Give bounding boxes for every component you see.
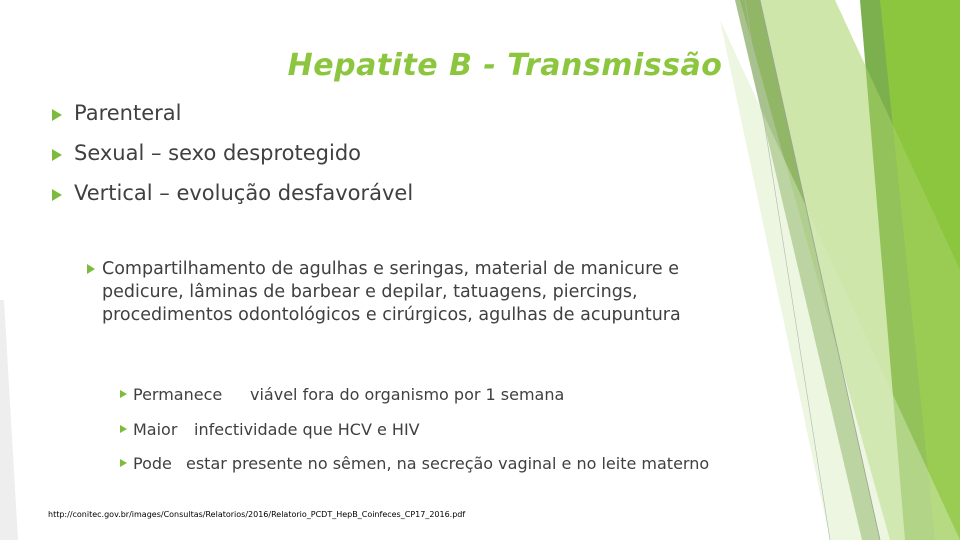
triangle-bullet-icon xyxy=(52,109,62,121)
bullet-text: Parenteral xyxy=(74,101,182,125)
bullet-parenteral xyxy=(52,101,181,125)
sub-sub-bullet-pode xyxy=(120,454,709,473)
bullet-vertical xyxy=(52,181,413,205)
sub-sub-bullet-first-word: Permanece xyxy=(133,385,223,404)
bullet-text: Vertical – evolução desfavorável xyxy=(74,181,414,205)
triangle-bullet-icon xyxy=(120,390,127,398)
bullet-sexual xyxy=(52,141,361,165)
sub-sub-bullet-rest: estar presente no sêmen, na secreção vaginal e no leite materno xyxy=(186,454,710,473)
triangle-bullet-icon xyxy=(52,189,62,201)
sub-bullet-compartilhamento xyxy=(87,258,767,327)
triangle-bullet-icon xyxy=(120,459,127,467)
triangle-bullet-icon xyxy=(87,264,95,274)
sub-sub-bullet-first-word: Maior xyxy=(133,420,178,439)
sub-sub-bullet-rest: viável fora do organismo por 1 semana xyxy=(250,385,565,404)
triangle-bullet-icon xyxy=(52,149,62,161)
bullet-text: Sexual – sexo desprotegido xyxy=(74,141,362,165)
sub-sub-bullet-rest: infectividade que HCV e HIV xyxy=(194,420,420,439)
triangle-bullet-icon xyxy=(120,425,127,433)
sub-sub-bullet-maior xyxy=(120,420,420,439)
slide-title: Hepatite B - Transmissão xyxy=(287,48,723,83)
sub-sub-bullet-permanece xyxy=(120,385,564,404)
source-citation: http://conitec.gov.br/images/Consultas/Relatorios/2016/Relatorio_PCDT_HepB_Coinfeces_CP17_2016.pdf xyxy=(48,510,466,519)
sub-sub-bullet-first-word: Pode xyxy=(133,454,172,473)
sub-bullet-text: Compartilhamento de agulhas e seringas, material de manicure e pedicure, lâminas de barbear e depilar, tatuagens, piercings, procedimentos odontológicos e cirúrgicos, agulhas de acupuntura xyxy=(102,259,681,325)
